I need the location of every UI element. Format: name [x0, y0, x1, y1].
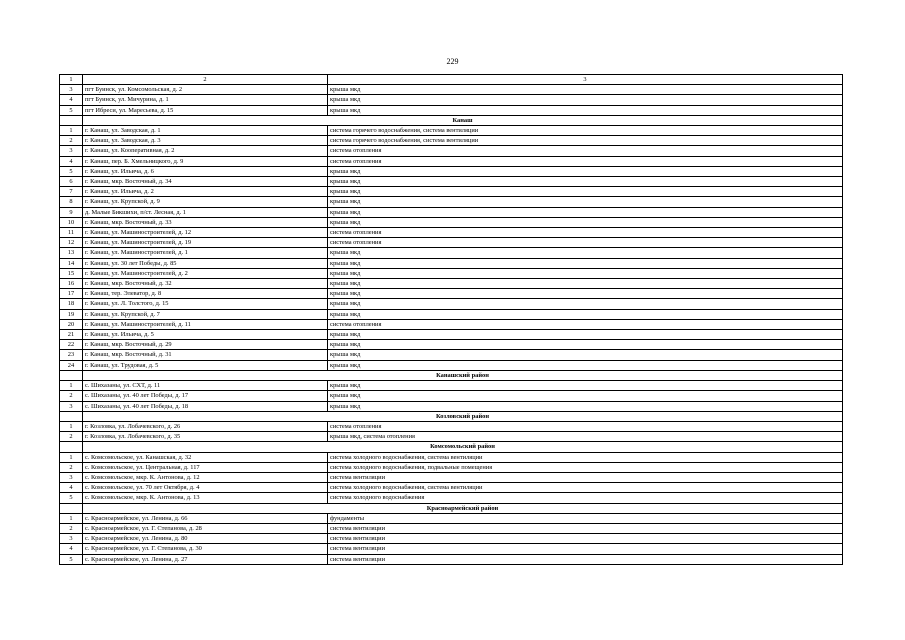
work-type-cell: крыша мкд: [328, 330, 843, 340]
table-row: [60, 319, 843, 329]
address-cell: г. Канаш, пер. Б. Хмельницкого, д. 9: [83, 156, 328, 166]
section-number-cell: [60, 411, 83, 421]
work-type-cell: крыша мкд: [328, 166, 843, 176]
work-type-cell: крыша мкд: [328, 177, 843, 187]
table-header-row: [60, 75, 843, 85]
row-number-cell: 16: [60, 279, 83, 289]
table-row: [60, 258, 843, 268]
address-cell: г. Козловка, ул. Лобачевского, д. 35: [83, 432, 328, 442]
header-cell-number: 1: [60, 75, 83, 85]
work-type-cell: крыша мкд: [328, 248, 843, 258]
row-number-cell: 22: [60, 340, 83, 350]
row-number-cell: 4: [60, 544, 83, 554]
row-number-cell: 4: [60, 156, 83, 166]
work-type-cell: крыша мкд: [328, 217, 843, 227]
section-title: Канаш: [83, 115, 843, 125]
row-number-cell: 14: [60, 258, 83, 268]
work-type-cell: крыша мкд: [328, 381, 843, 391]
table-row: [60, 279, 843, 289]
work-type-cell: крыша мкд: [328, 360, 843, 370]
address-cell: г. Козловка, ул. Лобачевского, д. 26: [83, 421, 328, 431]
address-cell: д. Малые Бикшихи, п/ст. Лесная, д. 1: [83, 207, 328, 217]
work-type-cell: система горячего водоснабжения, система вентиляции: [328, 126, 843, 136]
address-cell: г. Канаш, мкр. Восточный, д. 31: [83, 350, 328, 360]
table-row: [60, 401, 843, 411]
registry-table-body: [60, 75, 843, 565]
address-cell: г. Канаш, ул. Заводская, д. 3: [83, 136, 328, 146]
table-row: [60, 462, 843, 472]
section-number-cell: [60, 370, 83, 380]
address-cell: г. Канаш, ул. Крупской, д. 9: [83, 197, 328, 207]
section-title: Красноармейский район: [83, 503, 843, 513]
table-row: [60, 166, 843, 176]
table-row: [60, 136, 843, 146]
row-number-cell: 2: [60, 523, 83, 533]
address-cell: с. Красноармейское, ул. Ленина, д. 27: [83, 554, 328, 564]
address-cell: г. Канаш, тер. Элеватор, д. 8: [83, 289, 328, 299]
table-row: [60, 544, 843, 554]
section-title: Козловский район: [83, 411, 843, 421]
section-header-row: [60, 503, 843, 513]
section-number-cell: [60, 503, 83, 513]
table-row: [60, 309, 843, 319]
table-row: [60, 513, 843, 523]
address-cell: г. Канаш, ул. Ильича, д. 2: [83, 187, 328, 197]
row-number-cell: 3: [60, 534, 83, 544]
row-number-cell: 3: [60, 401, 83, 411]
header-cell-address: 2: [83, 75, 328, 85]
row-number-cell: 2: [60, 432, 83, 442]
work-type-cell: система холодного водоснабжения, система вентиляции: [328, 452, 843, 462]
table-row: [60, 432, 843, 442]
row-number-cell: 21: [60, 330, 83, 340]
address-cell: г. Канаш, ул. Кооперативная, д. 2: [83, 146, 328, 156]
table-row: [60, 156, 843, 166]
work-type-cell: система отопления: [328, 421, 843, 431]
row-number-cell: 4: [60, 483, 83, 493]
table-row: [60, 207, 843, 217]
work-type-cell: система отопления: [328, 146, 843, 156]
address-cell: г. Канаш, ул. Л. Толстого, д. 15: [83, 299, 328, 309]
work-type-cell: система отопления: [328, 319, 843, 329]
work-type-cell: система отопления: [328, 238, 843, 248]
table-row: [60, 360, 843, 370]
address-cell: г. Канаш, мкр. Восточный, д. 34: [83, 177, 328, 187]
table-row: [60, 238, 843, 248]
address-cell: с. Красноармейское, ул. Ленина, д. 80: [83, 534, 328, 544]
table-row: [60, 95, 843, 105]
work-type-cell: система отопления: [328, 156, 843, 166]
address-cell: г. Канаш, ул. Машиностроителей, д. 19: [83, 238, 328, 248]
work-type-cell: система вентиляции: [328, 534, 843, 544]
row-number-cell: 10: [60, 217, 83, 227]
table-row: [60, 452, 843, 462]
address-cell: с. Комсомольское, ул. Канашская, д. 32: [83, 452, 328, 462]
row-number-cell: 3: [60, 472, 83, 482]
row-number-cell: 6: [60, 177, 83, 187]
work-type-cell: крыша мкд: [328, 105, 843, 115]
address-cell: г. Канаш, ул. Машиностроителей, д. 11: [83, 319, 328, 329]
work-type-cell: крыша мкд: [328, 299, 843, 309]
table-row: [60, 554, 843, 564]
row-number-cell: 1: [60, 513, 83, 523]
row-number-cell: 1: [60, 421, 83, 431]
address-cell: г. Канаш, ул. Ильича, д. 6: [83, 166, 328, 176]
table-row: [60, 105, 843, 115]
work-type-cell: крыша мкд: [328, 187, 843, 197]
work-type-cell: крыша мкд, система отопления: [328, 432, 843, 442]
section-header-row: [60, 115, 843, 125]
address-cell: г. Канаш, мкр. Восточный, д. 29: [83, 340, 328, 350]
address-cell: г. Канаш, ул. Ильича, д. 5: [83, 330, 328, 340]
address-cell: г. Канаш, ул. Машиностроителей, д. 2: [83, 268, 328, 278]
row-number-cell: 13: [60, 248, 83, 258]
address-cell: с. Шихазаны, ул. СХТ, д. 11: [83, 381, 328, 391]
work-type-cell: система вентиляции: [328, 472, 843, 482]
row-number-cell: 9: [60, 207, 83, 217]
registry-table: [59, 74, 843, 565]
work-type-cell: система отопления: [328, 228, 843, 238]
row-number-cell: 1: [60, 126, 83, 136]
work-type-cell: крыша мкд: [328, 268, 843, 278]
row-number-cell: 1: [60, 452, 83, 462]
row-number-cell: 5: [60, 166, 83, 176]
work-type-cell: крыша мкд: [328, 401, 843, 411]
address-cell: пгт Ибреси, ул. Маресьева, д. 15: [83, 105, 328, 115]
table-row: [60, 217, 843, 227]
table-row: [60, 534, 843, 544]
work-type-cell: крыша мкд: [328, 258, 843, 268]
address-cell: пгт Буинск, ул. Мичурина, д. 1: [83, 95, 328, 105]
row-number-cell: 15: [60, 268, 83, 278]
address-cell: с. Красноармейское, ул. Г. Степанова, д. 28: [83, 523, 328, 533]
row-number-cell: 3: [60, 85, 83, 95]
row-number-cell: 24: [60, 360, 83, 370]
table-row: [60, 391, 843, 401]
work-type-cell: крыша мкд: [328, 340, 843, 350]
work-type-cell: система холодного водоснабжения, система вентиляции: [328, 483, 843, 493]
row-number-cell: 2: [60, 462, 83, 472]
work-type-cell: система холодного водоснабжения, подвальные помещения: [328, 462, 843, 472]
work-type-cell: крыша мкд: [328, 309, 843, 319]
table-row: [60, 248, 843, 258]
section-title: Канашский район: [83, 370, 843, 380]
row-number-cell: 2: [60, 391, 83, 401]
work-type-cell: система вентиляции: [328, 554, 843, 564]
work-type-cell: крыша мкд: [328, 95, 843, 105]
work-type-cell: система вентиляции: [328, 523, 843, 533]
table-row: [60, 493, 843, 503]
address-cell: г. Канаш, мкр. Восточный, д. 33: [83, 217, 328, 227]
row-number-cell: 5: [60, 493, 83, 503]
table-row: [60, 340, 843, 350]
table-row: [60, 177, 843, 187]
row-number-cell: 8: [60, 197, 83, 207]
row-number-cell: 5: [60, 105, 83, 115]
section-header-row: [60, 411, 843, 421]
address-cell: г. Канаш, ул. Крупской, д. 7: [83, 309, 328, 319]
row-number-cell: 20: [60, 319, 83, 329]
table-row: [60, 523, 843, 533]
row-number-cell: 19: [60, 309, 83, 319]
address-cell: г. Канаш, ул. Заводская, д. 1: [83, 126, 328, 136]
table-row: [60, 330, 843, 340]
table-row: [60, 299, 843, 309]
work-type-cell: крыша мкд: [328, 85, 843, 95]
work-type-cell: крыша мкд: [328, 391, 843, 401]
table-row: [60, 350, 843, 360]
address-cell: с. Комсомольское, мкр. К. Антонова, д. 13: [83, 493, 328, 503]
work-type-cell: система вентиляции: [328, 544, 843, 554]
header-cell-work-type: 3: [328, 75, 843, 85]
row-number-cell: 5: [60, 554, 83, 564]
row-number-cell: 23: [60, 350, 83, 360]
table-row: [60, 421, 843, 431]
section-number-cell: [60, 442, 83, 452]
address-cell: пгт Буинск, ул. Комсомольская, д. 2: [83, 85, 328, 95]
row-number-cell: 18: [60, 299, 83, 309]
section-header-row: [60, 370, 843, 380]
work-type-cell: система горячего водоснабжения, система вентиляции: [328, 136, 843, 146]
section-title: Комсомольский район: [83, 442, 843, 452]
address-cell: с. Комсомольское, мкр. К. Антонова, д. 12: [83, 472, 328, 482]
table-row: [60, 146, 843, 156]
row-number-cell: 12: [60, 238, 83, 248]
table-row: [60, 197, 843, 207]
page-number: 229: [446, 57, 459, 66]
address-cell: г. Канаш, мкр. Восточный, д. 32: [83, 279, 328, 289]
row-number-cell: 11: [60, 228, 83, 238]
work-type-cell: система холодного водоснабжения: [328, 493, 843, 503]
section-header-row: [60, 442, 843, 452]
address-cell: г. Канаш, ул. Трудовая, д. 5: [83, 360, 328, 370]
work-type-cell: крыша мкд: [328, 289, 843, 299]
table-row: [60, 483, 843, 493]
row-number-cell: 1: [60, 381, 83, 391]
address-cell: с. Шихазаны, ул. 40 лет Победы, д. 18: [83, 401, 328, 411]
table-row: [60, 187, 843, 197]
address-cell: с. Шихазаны, ул. 40 лет Победы, д. 17: [83, 391, 328, 401]
work-type-cell: крыша мкд: [328, 207, 843, 217]
table-row: [60, 268, 843, 278]
table-row: [60, 85, 843, 95]
address-cell: с. Комсомольское, ул. Центральная, д. 117: [83, 462, 328, 472]
address-cell: с. Красноармейское, ул. Г. Степанова, д. 30: [83, 544, 328, 554]
address-cell: г. Канаш, ул. Машиностроителей, д. 12: [83, 228, 328, 238]
work-type-cell: фундаменты: [328, 513, 843, 523]
address-cell: с. Комсомольское, ул. 70 лет Октября, д. 4: [83, 483, 328, 493]
table-row: [60, 289, 843, 299]
row-number-cell: 3: [60, 146, 83, 156]
section-number-cell: [60, 115, 83, 125]
table-row: [60, 228, 843, 238]
table-row: [60, 126, 843, 136]
address-cell: г. Канаш, ул. Машиностроителей, д. 1: [83, 248, 328, 258]
row-number-cell: 17: [60, 289, 83, 299]
work-type-cell: крыша мкд: [328, 197, 843, 207]
row-number-cell: 7: [60, 187, 83, 197]
row-number-cell: 2: [60, 136, 83, 146]
work-type-cell: крыша мкд: [328, 279, 843, 289]
address-cell: г. Канаш, ул. 30 лет Победы, д. 85: [83, 258, 328, 268]
address-cell: с. Красноармейское, ул. Ленина, д. 66: [83, 513, 328, 523]
table-row: [60, 472, 843, 482]
work-type-cell: крыша мкд: [328, 350, 843, 360]
row-number-cell: 4: [60, 95, 83, 105]
table-row: [60, 381, 843, 391]
